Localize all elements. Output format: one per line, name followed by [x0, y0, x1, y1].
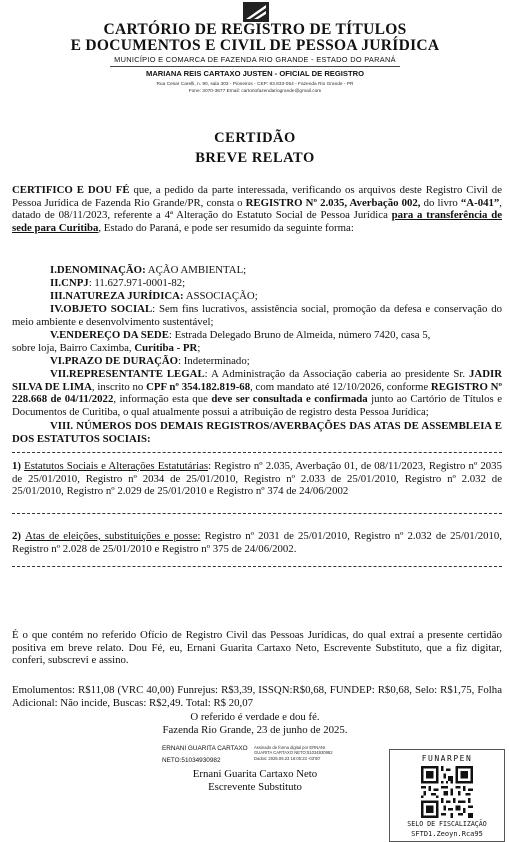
cartorio-logo-icon: [243, 2, 269, 22]
header-address: Rua Cesar Carelli, n. 90, sala 303 - Pioneiros - CEP: 83.833-054 - Fazenda Rio Grande - PR: [156, 82, 354, 87]
item-numeros-registros: VIII. NÚMEROS DOS DEMAIS REGISTROS/AVERBAÇÕES DAS ATAS DE ASSEMBLEIA E DOS ESTATUTOS SOCIAIS:: [12, 420, 502, 445]
header-contact: Fone: 3070-3677 Email: cartoriofazendariogrande@gmail.com: [188, 89, 322, 94]
seal-code: SFTD1.Zeoyn.Rca95: [411, 830, 483, 838]
divider: [12, 566, 502, 567]
certifico-text: CERTIFICO E DOU FÉ: [12, 184, 130, 196]
section-estatutos: 1) Estatutos Sociais e Alterações Estatutárias: Registro nº 2.035, Averbação 01, de 08/11/2023, Registro nº 2035 de 25/01/2010, Registro nº 2034 de 25/01/2010, Registro nº 2.033 de 25/01/2010, Registro nº 2.032 de 25/01/2010, Registro nº 2.029 de 25/01/2010 e Registro nº 374 de 24/06/2002: [12, 460, 502, 498]
divider: [12, 513, 502, 514]
qr-code-icon: [421, 766, 473, 818]
item-representante: VII.REPRESENTANTE LEGAL: A Administração da Associação caberia ao presidente Sr. JADIR SILVA DE LIMA, inscrito no CPF nº 354.182.819-68, com mandato até 12/10/2026, conforme REGISTRO Nº 228.668 de 04/11/2022, informação esta que deve ser consultada e confirmada junto ao Cartório de Títulos e Documentos de Curitiba, o qual atualmente possui a atribuição de registro desta Pessoa Jurídica;: [12, 368, 503, 418]
item-cnpj: II.CNPJ: 11.627.971-0001-82;: [50, 277, 186, 289]
digital-signature: [162, 745, 362, 769]
signature-details-2: GUARITA CARTAXO NETO:51034930982: [254, 750, 333, 756]
fees-paragraph: Emolumentos: R$11,08 (VRC 40,00) Funrejus: R$3,39, ISSQN:R$0,68, FUNDEP: R$0,68, Selo: R$1,75, Folha Adicional: Não incide, Buscas: R$2,49. Total: R$ 20,07: [12, 684, 502, 709]
item-endereco: V.ENDEREÇO DA SEDE: Estrada Delegado Bruno de Almeida, número 7420, casa 5,: [50, 329, 431, 341]
seal-box: [389, 749, 505, 842]
date-text: Fazenda Rio Grande, 23 de junho de 2025.: [162, 724, 348, 736]
intro-paragraph: CERTIFICO E DOU FÉ que, a pedido da parte interessada, verificando os arquivos deste Registro Civil de Pessoa Jurídica de Fazenda Rio Grande/PR, consta o REGISTRO Nº 2.035, Averbação 002, do livro “A-041”, datado de 08/11/2023, referente a 4ª Alteração do Estatuto Social de Pessoa Jurídica para a transferência de sede para Curitiba, Estado do Paraná, e pode ser resumido da seguinte forma:: [12, 184, 503, 234]
signature-details-3: Dados: 2025.06.23 16:05:23 -03'00': [254, 755, 321, 761]
header-line3: MUNICÍPIO E COMARCA DE FAZENDA RIO GRANDE - ESTADO DO PARANÁ: [114, 55, 396, 64]
doc-title: CERTIDÃO: [214, 130, 296, 146]
item-endereco-cont: sobre loja, Bairro Caximba, Curitiba - PR;: [12, 342, 201, 354]
signer-role: Escrevente Substituto: [208, 781, 302, 793]
header-divider: [110, 66, 400, 67]
header-line1: CARTÓRIO DE REGISTRO DE TÍTULOS: [103, 21, 407, 38]
header-line2: E DOCUMENTOS E CIVIL DE PESSOA JURÍDICA: [70, 37, 440, 54]
signature-cn-neto: NETO:51034930982: [162, 757, 221, 764]
seal-org: FUNARPEN: [421, 754, 473, 763]
divider: [12, 452, 502, 453]
verdade-text: O referido é verdade e dou fé.: [190, 711, 320, 723]
signature-details-1: Assinado de forma digital por ERNANI: [254, 745, 326, 750]
section-atas: 2) Atas de eleições, substituições e posse: Registro nº 2031 de 25/01/2010, Registro nº 2.032 de 25/01/2010, Registro nº 2.028 de 25/01/2010 e Registro nº 375 de 24/06/2002.: [12, 530, 502, 555]
item-natureza: III.NATUREZA JURÍDICA: ASSOCIAÇÃO;: [50, 290, 258, 302]
signer-name: Ernani Guarita Cartaxo Neto: [192, 768, 318, 780]
item-prazo: VI.PRAZO DE DURAÇÃO: Indeterminado;: [50, 355, 250, 367]
header-officer: MARIANA REIS CARTAXO JUSTEN - OFICIAL DE REGISTRO: [146, 69, 364, 78]
closing-paragraph: É o que contém no referido Ofício de Registro Civil das Pessoas Jurídicas, do qual extraí a presente certidão positiva em breve relato. Dou Fé, eu, Ernani Guarita Cartaxo Neto, Escrevente Substituto, que a fiz digitar, conferi, subscrevi e assino.: [12, 629, 502, 667]
item-objeto: IV.OBJETO SOCIAL: Sem fins lucrativos, assistência social, promoção da defesa e conservação do meio ambiente e desenvolvimento sustentável;: [12, 303, 502, 328]
item-denominacao: I.DENOMINAÇÃO: AÇÃO AMBIENTAL;: [50, 264, 247, 276]
signature-cn: ERNANI GUARITA CARTAXO: [162, 745, 248, 752]
seal-label: SELO DE FISCALIZAÇÃO: [407, 820, 487, 828]
doc-subtitle: BREVE RELATO: [195, 150, 315, 166]
